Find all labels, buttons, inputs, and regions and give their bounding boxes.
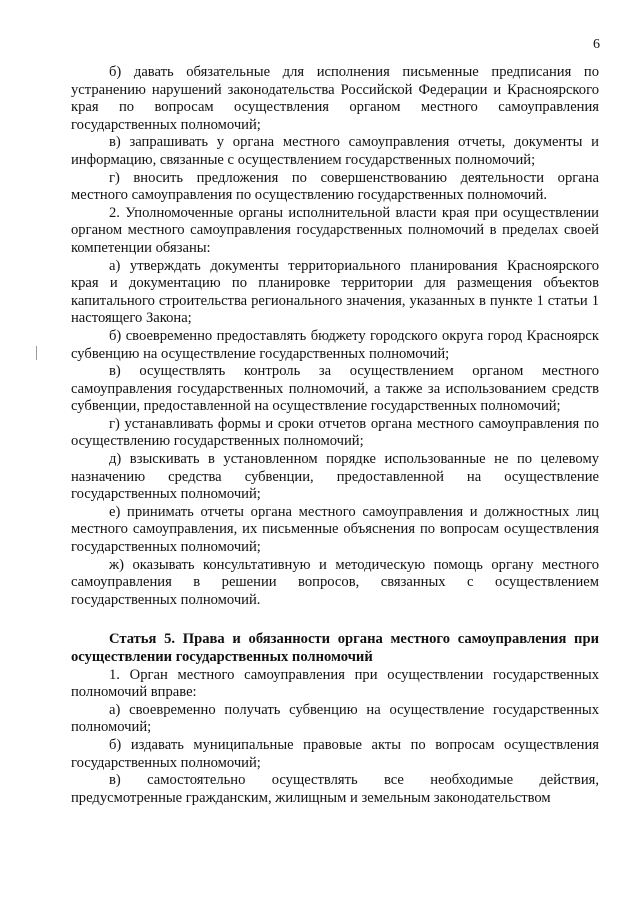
article-5-paragraph-1: 1. Орган местного самоуправления при осуществлении государственных полномочий вправе: <box>71 666 599 701</box>
section-gap <box>71 609 599 631</box>
paragraph-1b: б) давать обязательные для исполнения письменные предписания по устранению нарушений законодательства Российской Федерации и Красноярского края по вопросам осуществления органом местного самоуправления государственных полномочий; <box>71 64 599 133</box>
paragraph-2b: б) своевременно предоставлять бюджету городского округа город Красноярск субвенцию на осуществление государственных полномочий; <box>71 327 599 362</box>
paragraph-2v: в) осуществлять контроль за осуществлением органом местного самоуправления государственных полномочий, а также за использованием средств субвенции, предоставленной на осуществление государственных полномочий; <box>71 363 599 415</box>
article-5-paragraph-1b: б) издавать муниципальные правовые акты по вопросам осуществления государственных полномочий; <box>71 736 599 771</box>
paragraph-2g: г) устанавливать формы и сроки отчетов органа местного самоуправления по осуществлению государственных полномочий; <box>71 415 599 450</box>
paragraph-2zh: ж) оказывать консультативную и методическую помощь органу местного самоуправления в решении вопросов, связанных с осуществлением государственных полномочий. <box>71 556 599 608</box>
article-5-paragraph-1v: в) самостоятельно осуществлять все необходимые действия, предусмотренные гражданским, жилищным и земельным законодательством <box>71 772 599 806</box>
article-5-heading: Статья 5. Права и обязанности органа местного самоуправления при осуществлении государственных полномочий <box>71 631 599 665</box>
page-number: 6 <box>593 37 600 52</box>
article-5-paragraph-1a: а) своевременно получать субвенцию на осуществление государственных полномочий; <box>71 701 599 736</box>
paragraph-2e: е) принимать отчеты органа местного самоуправления и должностных лиц местного самоуправления, их письменные объяснения по вопросам осуществления государственных полномочий; <box>71 503 599 556</box>
paragraph-2d: д) взыскивать в установленном порядке использованные не по целевому назначению средства субвенции, предоставленной на осуществление государственных полномочий; <box>71 451 599 503</box>
paragraph-2a: а) утверждать документы территориального планирования Красноярского края и документацию по планировке территории для размещения объектов капитального строительства регионального значения, указанных в пункте 1 статьи 1 настоящего Закона; <box>71 257 599 327</box>
scan-artifact <box>36 346 37 360</box>
paragraph-1g: г) вносить предложения по совершенствованию деятельности органа местного самоуправления по осуществлению государственных полномочий. <box>71 169 599 204</box>
document-body <box>71 64 599 807</box>
paragraph-1v: в) запрашивать у органа местного самоуправления отчеты, документы и информацию, связанные с осуществлением государственных полномочий; <box>71 134 599 168</box>
paragraph-2: 2. Уполномоченные органы исполнительной власти края при осуществлении органом местного самоуправления государственных полномочий в пределах своей компетенции обязаны: <box>71 204 599 256</box>
